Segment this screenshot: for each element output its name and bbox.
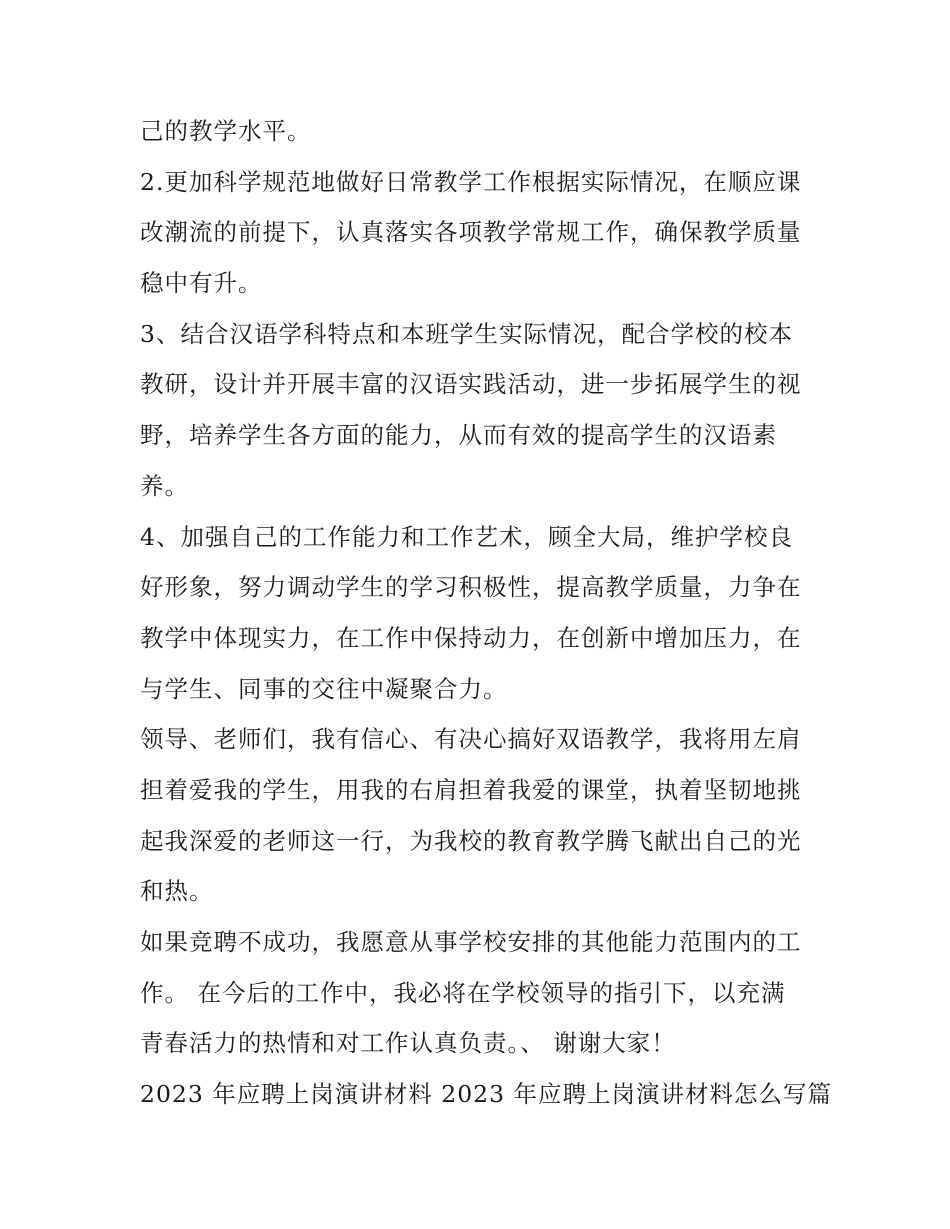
text-line: 如果竞聘不成功，我愿意从事学校安排的其他能力范围内的工 xyxy=(140,928,802,956)
body-text xyxy=(140,106,833,1120)
text-line: 教学中体现实力，在工作中保持动力，在创新中增加压力，在 xyxy=(140,623,802,652)
text-line: 和热。 xyxy=(140,877,214,906)
text-line: 领导、老师们，我有信心、有决心搞好双语教学，我将用左肩 xyxy=(140,725,802,754)
text-line: 作。 在今后的工作中，我必将在学校领导的指引下，以充满 xyxy=(140,978,786,1007)
text-line: 起我深爱的老师这一行，为我校的教育教学腾飞献出自己的光 xyxy=(140,826,802,855)
text-line: 稳中有升。 xyxy=(140,269,263,298)
text-line: 3、结合汉语学科特点和本班学生实际情况，配合学校的校本 xyxy=(140,319,793,348)
text-line: 野，培养学生各方面的能力，从而有效的提高学生的汉语素 xyxy=(140,421,777,450)
text-line: 2.更加科学规范地做好日常教学工作根据实际情况，在顺应课 xyxy=(140,167,802,196)
text-line: 2023 年应聘上岗演讲材料 2023 年应聘上岗演讲材料怎么写篇 xyxy=(140,1080,833,1109)
text-line: 好形象，努力调动学生的学习积极性，提高教学质量，力争在 xyxy=(140,573,802,602)
text-line: 与学生、同事的交往中凝聚合力。 xyxy=(140,674,508,703)
text-line: 教研，设计并开展丰富的汉语实践活动，进一步拓展学生的视 xyxy=(140,370,802,399)
text-line: 担着爱我的学生，用我的右肩担着我爱的课堂，执着坚韧地挑 xyxy=(140,775,802,804)
text-line: 青春活力的热情和对工作认真负责。、 谢谢大家！ xyxy=(140,1029,676,1058)
text-line: 己的教学水平。 xyxy=(140,117,312,145)
text-line: 养。 xyxy=(140,471,189,500)
text-line: 4、加强自己的工作能力和工作艺术，顾全大局，维护学校良 xyxy=(140,522,793,551)
text-line: 改潮流的前提下，认真落实各项教学常规工作，确保教学质量 xyxy=(140,218,802,247)
